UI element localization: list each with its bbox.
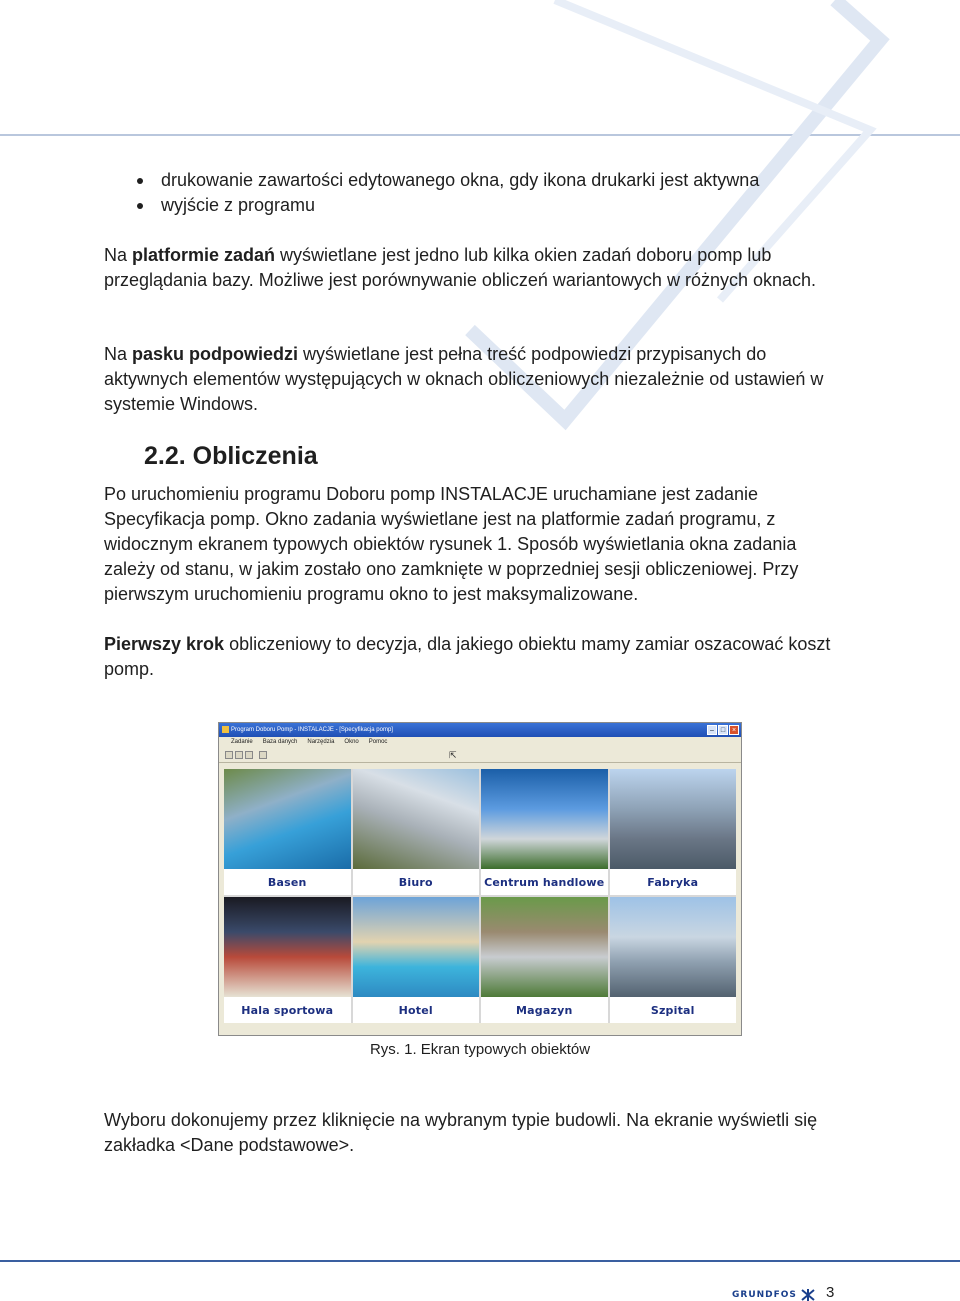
- menu-item[interactable]: Okno: [344, 739, 359, 745]
- hospital-photo: [610, 897, 737, 997]
- app-window-screenshot: [218, 722, 742, 1036]
- minimize-icon[interactable]: –: [707, 725, 717, 735]
- tile-hala-sportowa[interactable]: [224, 897, 351, 1023]
- maximize-icon[interactable]: □: [718, 725, 728, 735]
- grundfos-logo: [732, 1289, 815, 1301]
- office-photo: [353, 769, 480, 869]
- logo-text: GRUNDFOS: [732, 1290, 797, 1300]
- close-icon[interactable]: ×: [729, 725, 739, 735]
- menu-item[interactable]: Zadanie: [231, 739, 253, 745]
- menu-item[interactable]: Pomoc: [368, 739, 388, 745]
- save-icon[interactable]: [245, 751, 253, 759]
- new-icon[interactable]: [225, 751, 233, 759]
- hotel-photo: [353, 897, 480, 997]
- tile-szpital[interactable]: [610, 897, 737, 1023]
- warehouse-photo: [481, 897, 608, 997]
- tile-hotel[interactable]: [353, 897, 480, 1023]
- figure-caption: Rys. 1. Ekran typowych obiektów: [369, 1041, 591, 1058]
- menu-bar: [219, 737, 741, 748]
- paragraph-hint-bar: Na pasku podpowiedzi wyświetlane jest pełna treść podpowiedzi przypisanych do aktywnych elementów występujących w oknach obliczeniowych niezależnie od ustawień w systemie Windows.: [104, 344, 824, 414]
- menu-item[interactable]: Narzędzia: [307, 739, 335, 745]
- tile-label: Fabryka: [610, 870, 737, 895]
- object-type-grid: [224, 769, 736, 1023]
- print-icon[interactable]: [259, 751, 267, 759]
- paragraph-task-platform: Na platformie zadań wyświetlane jest jedno lub kilka okien zadań doboru pomp lub przeglądania bazy. Możliwe jest porównywanie obliczeń wariantowych w różnych oknach.: [104, 245, 817, 290]
- app-icon: [222, 726, 229, 733]
- term-hint-bar: pasku podpowiedzi: [132, 344, 299, 364]
- section-heading: 2.2. Obliczenia: [144, 442, 318, 470]
- pool-photo: [224, 769, 351, 869]
- tile-label: Hotel: [353, 998, 480, 1023]
- paragraph-calculations: Po uruchomieniu programu Doboru pomp INSTALACJE uruchamiane jest zadanie Specyfikacja pomp. Okno zadania wyświetlane jest na platformie zadań programu, z widocznym ekranem typowych obiektów rysunek 1. Sposób wyświetlania okna zadania zależy od stanu, w jakim zostało ono zamknięte w poprzedniej sesji obliczeniowej. Przy pierwszym uruchomieniu programu okno to jest maksymalizowane.: [104, 484, 799, 604]
- tile-fabryka[interactable]: [610, 769, 737, 895]
- paragraph-selection: Wyboru dokonujemy przez kliknięcie na wybranym typie budowli. Na ekranie wyświetli się zakładka <Dane podstawowe>.: [104, 1110, 818, 1155]
- tile-centrum-handlowe[interactable]: [481, 769, 608, 895]
- menu-item[interactable]: Baza danych: [262, 739, 298, 745]
- term-task-platform: platformie zadań: [132, 245, 276, 265]
- tile-label: Magazyn: [481, 998, 608, 1023]
- tile-biuro[interactable]: [353, 769, 480, 895]
- factory-photo: [610, 769, 737, 869]
- window-title: Program Doboru Pomp - INSTALACJE - [Specyfikacja pomp]: [231, 727, 393, 733]
- paragraph-first-step: Pierwszy krok obliczeniowy to decyzja, dla jakiego obiektu mamy zamiar oszacować koszt pomp.: [104, 634, 831, 679]
- footer-divider: [0, 1260, 960, 1262]
- tile-label: Hala sportowa: [224, 998, 351, 1023]
- tile-magazyn[interactable]: [481, 897, 608, 1023]
- tile-label: Basen: [224, 870, 351, 895]
- bullet-item: wyjście z programu: [104, 193, 759, 218]
- window-controls: [707, 725, 739, 735]
- term-first-step: Pierwszy krok: [104, 634, 225, 654]
- shopping-center-photo: [481, 769, 608, 869]
- grundfos-mark-icon: [801, 1289, 815, 1301]
- bullet-list: [104, 168, 759, 218]
- window-titlebar: [219, 723, 741, 737]
- tile-label: Szpital: [610, 998, 737, 1023]
- open-icon[interactable]: [235, 751, 243, 759]
- toolbar: [219, 748, 741, 763]
- bullet-item: drukowanie zawartości edytowanego okna, gdy ikona drukarki jest aktywna: [104, 168, 759, 193]
- tile-label: Biuro: [353, 870, 480, 895]
- sports-hall-photo: [224, 897, 351, 997]
- tile-label: Centrum handlowe: [481, 870, 608, 895]
- cursor-icon: ⇱: [449, 750, 457, 760]
- page-number: 3: [826, 1284, 835, 1301]
- tile-basen[interactable]: [224, 769, 351, 895]
